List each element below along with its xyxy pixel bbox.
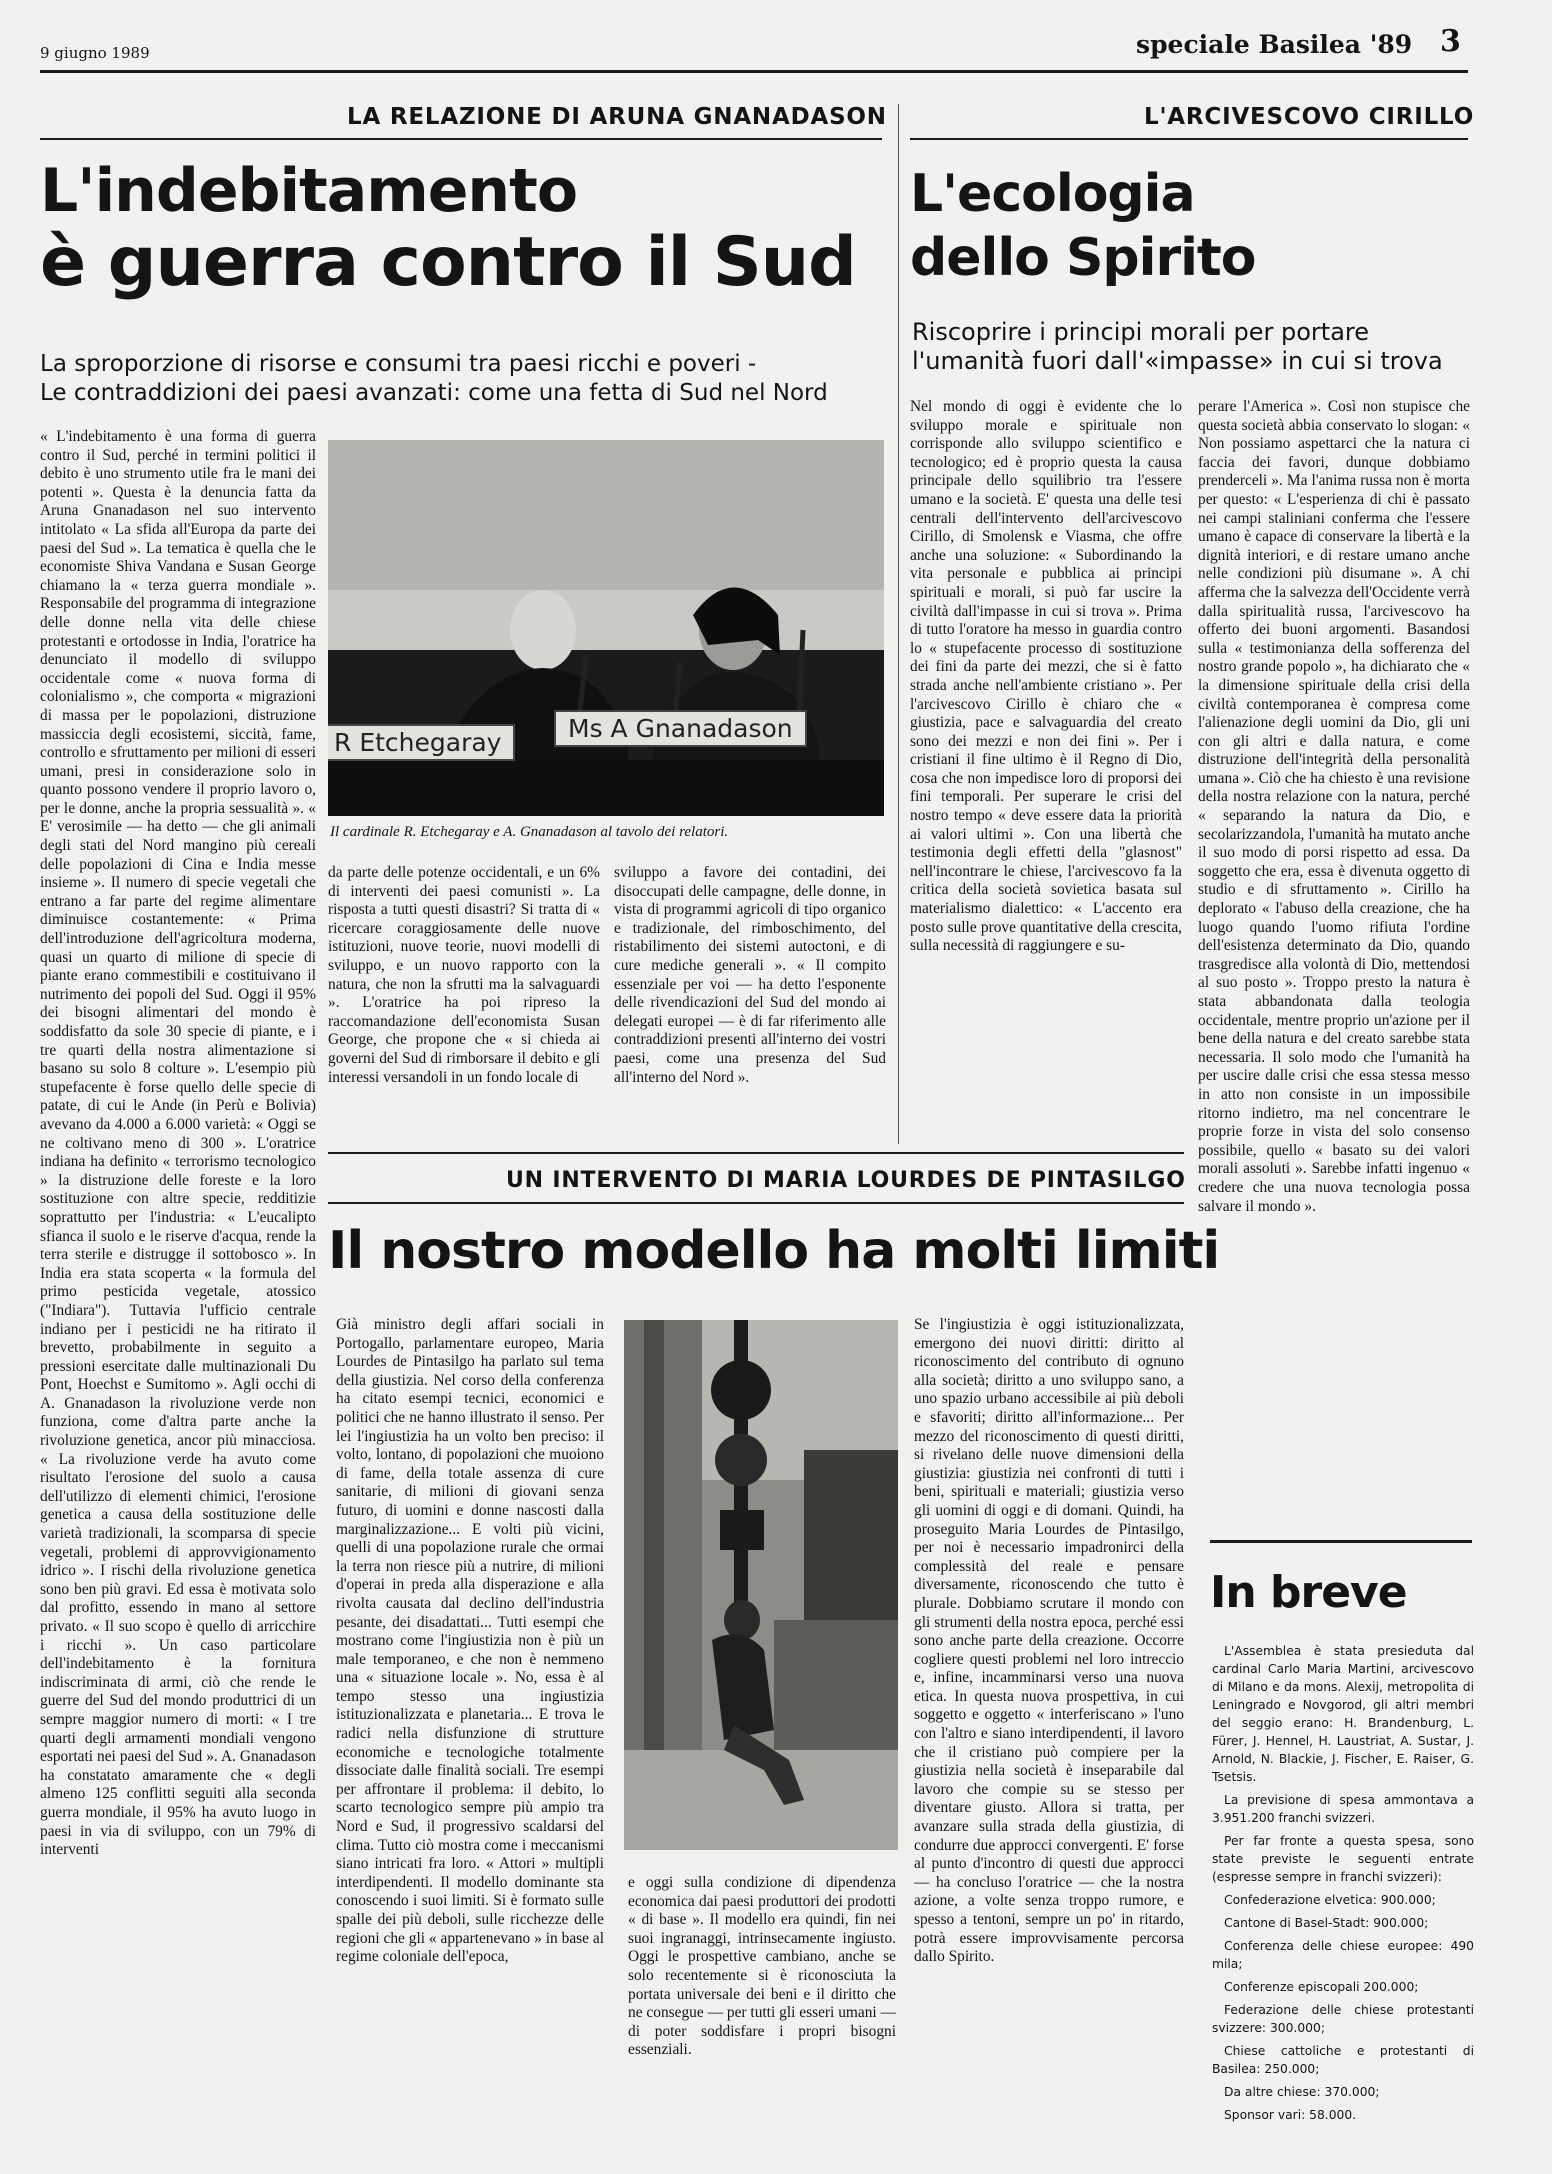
article1-deck-line2: Le contraddizioni dei paesi avanzati: come una fetta di Sud nel Nord [40,380,828,406]
article3-top-rule [328,1152,1184,1154]
in-breve-paragraph: Per far fronte a questa spesa, sono state previste le seguenti entrate (espresse sempre in franchi svizzeri): [1212,1834,1474,1884]
article3-headline: Il nostro modello ha molti limiti [328,1221,1220,1281]
article2-headline-line1: L'ecologia [910,164,1195,224]
article2-headline [910,162,1470,290]
nameplate-gnanadason: Ms A Gnanadason [554,710,807,747]
in-breve-paragraph: La previsione di spesa ammontava a 3.951.200 franchi svizzeri. [1212,1793,1474,1825]
article1-kicker-rule [40,138,882,140]
article1-headline-line1: L'indebitamento [40,156,578,226]
article2-headline-line2: dello Spirito [910,228,1256,288]
in-breve-entry: Confederazione elvetica: 900.000; [1224,1893,1436,1907]
article2-deck-line1: Riscoprire i principi morali per portare [912,318,1370,346]
photo-caption: Il cardinale R. Etchegaray e A. Gnanadason al tavolo dei relatori. [330,824,729,840]
conference-photo [328,440,884,816]
street-photo [624,1320,898,1850]
masthead-rule [40,70,1468,73]
in-breve-body [1212,1642,1474,2124]
in-breve-entry: Chiese cattoliche e protestanti di Basilea: 250.000; [1212,2044,1474,2076]
article2-deck [912,318,1468,376]
column-divider [898,104,899,1144]
page-date: 9 giugno 1989 [40,44,150,62]
in-breve-entry: Conferenza delle chiese europee: 490 mila; [1212,1939,1474,1971]
article2-column-2: perare l'America ». Così non stupisce che questa società abbia conservato lo slogan: « Non possiamo aspettarci che la natura ci faccia dei favori, dunque dobbiamo prenderceli ». Ma l'anima russa non è morta per questo: « L'esperienza di chi è passato nei campi staliniani conferma che l'essere umano è capace di conservare la libertà e la dignità interiori, e di restare umano anche nelle condizioni più disumane ». A chi afferma che la salvezza dell'Occidente verrà dalla spiritualità russa, l'arcivescovo ha offerto dei buoni argomenti. Basandosi sulla « testimonianza della sofferenza del nostro grande popolo », ha dichiarato che « la dimensione spirituale della crisi della civiltà contemporanea è compresa come l'alienazione degli uomini da Dio, gli uni con gli altri e dalla natura, e come distruzione dell'integrità della personalità umana ». Ciò che ha chiesto è una revisione della nostra relazione con la natura, perché « separando la natura da Dio, e secolarizzandola, l'umanità ha mutato anche il suo modo di porsi rispetto ad essa. Da soggetto che era, essa è divenuta oggetto di studio e di sfruttamento ». Cirillo ha deplorato « l'abuso della creazione, che ha luogo quando l'uomo rifiuta l'ordine dell'esistenza determinato da Dio, quando trasgredisce alla volontà di Dio, mettendosi al suo posto ». Troppo presto la natura è stata abbandonata dalla teologia occidentale, mentre proprio un'azione per il bene della natura e del creato sarebbe stata necessaria. Il solo modo che l'umanità ha per uscire dalle crisi che essa stessa messo in atto non consiste in un impossibile ritorno indietro, ma nel concentrare le proprie forze in vista del solo consenso possibile, quello « basato su dei valori morali assoluti ». Sarebbe infatti ingenuo « credere che una nuova tecnologia possa salvare il mondo ». [1198,398,1470,1215]
article1-column-2: da parte delle potenze occidentali, e un 6% di interventi dei paesi comunisti ». La risposta a tutti questi disastri? Si tratta di « ricercare coraggiosamente delle nuove istituzioni, nuove teorie, nuovi modelli di sviluppo, e un nuovo rapporto con la natura, che non la sfrutti ma la salvaguardi ». L'oratrice ha poi ripreso la raccomandazione dell'economista Susan George, che propone che « si chieda ai governi del Sud di rimborsare il debito e gli interessi versandoli in un fondo locale di [328,864,600,1086]
article3-kicker: UN INTERVENTO DI MARIA LOURDES DE PINTASILGO [506,1168,1186,1193]
article1-deck-line1: La sproporzione di risorse e consumi tra paesi ricchi e poveri - [40,351,757,377]
article1-column-1: « L'indebitamento è una forma di guerra contro il Sud, perché in termini politici il debito è uno strumento utile fra le mani dei potenti ». Questa è la denuncia fatta da Aruna Gnanadason nel suo intervento intitolato « La sfida all'Europa da parte dei paesi del Sud ». La tematica è quella che le economiste Shiva Vandana e Susan George chiamano la « terza guerra mondiale ». Responsabile del programma di integrazione delle donne nella vita delle chiese protestanti e ortodosse in India, l'oratrice ha denunciato il modello di sviluppo occidentale come « nuova forma di colonialismo », che comporta « migrazioni di massa per le popolazioni, distruzione massiccia degli ecosistemi, siccità, fame, controllo e sfruttamento per milioni di esseri umani, presi in considerazione solo in quanto possono vendere il proprio lavoro o, per le donne, anche la propria sessualità ». « E' verosimile — ha detto — che gli animali degli stati del Nord mangino più cereali delle popolazioni di Cina e India messe insieme ». Il numero di specie vegetali che entrano a far parte del regime alimentare diminuisce costantemente: « Prima dell'introduzione dell'agricoltura moderna, quasi un quarto di milione di specie di piante erano commestibili e costituivano il nutrimento dei popoli del Sud. Oggi il 95% dei bisogni alimentari del mondo è soddisfatto da sole 30 specie di piante, e i tre quarti della nostra alimentazione si basano su solo 8 colture ». L'esempio più stupefacente è forse quello delle specie di patate, di cui le Ande (in Perù e Bolivia) avevano da 4.000 a 6.000 varietà: « Oggi se ne coltivano meno di 300 ». L'oratrice indiana ha definito « terrorismo tecnologico » la distruzione delle foreste e la loro sostituzione con altre specie, redditizie soprattutto per l'industria: « L'eucalipto sfianca il suolo e le riserve d'acqua, rende la terra sterile e distrugge il sottobosco ». In India era stata scoperta « la formula del primo pesticida vegetale, atossico ("Indiara"). Tuttavia l'ufficio centrale indiano per i pesticidi ne ha ritirato il brevetto, probabilmente in seguito a pressioni esercitate dalle multinazionali Du Pont, Hoechst e Sumitomo ». Agli occhi di A. Gnanadason la rivoluzione verde non funziona, come d'altra parte anche la rivoluzione genetica, ancor più minacciosa. « La rivoluzione verde ha avuto come risultato l'erosione del suolo a causa dell'utilizzo di elementi chimici, l'erosione genetica a causa della sostituzione delle varietà tradizionali, la scomparsa di specie vegetali, problemi di approvvigionamento idrico ». I rischi della rivoluzione genetica sono ben più gravi. Ed essa è motivata solo dal profitto, essendo in mano al settore privato. « Il suo scopo è quello di arricchire i ricchi ». Un caso particolare dell'indebitamento è la fornitura indiscriminata di armi, ciò che rende le guerre del Sud del mondo produttrici di un sempre maggior numero di morti: « I tre quarti degli armamenti mondiali vengono esportati nei paesi del Sud ». A. Gnanadason ha constatato amaramente che « degli almeno 125 conflitti seguiti alla seconda guerra mondiale, il 95% ha avuto luogo in paesi in via di sviluppo, con un 79% di interventi [40,428,316,1859]
page-number: 3 [1440,24,1461,59]
in-breve-entry: Cantone di Basel-Stadt: 900.000; [1224,1916,1429,1930]
in-breve-paragraph: L'Assemblea è stata presieduta dal cardinal Carlo Maria Martini, arcivescovo di Milano e da mons. Alexij, metropolita di Leningrado e Novgorod, gli altri membri del seggio erano: H. Brandenburg, L. Fürer, J. Hennel, H. Laustriat, A. Sustar, J. Arnold, N. Blackie, J. Fischer, E. Raiser, G. Tsetsis. [1212,1644,1474,1784]
article1-headline [40,158,920,301]
article3-column-1: Già ministro degli affari sociali in Portogallo, parlamentare europeo, Maria Lourdes de Pintasilgo ha parlato sul tema della giustizia. Nel corso della conferenza ha citato esempi tecnici, economici e politici che ne hanno illustrato il senso. Per lei l'ingiustizia ha un volto ben preciso: il volto, lontano, di popolazioni che muoiono di fame, della totale assenza di cure sanitarie, di milioni di giovani senza futuro, di uomini e donne nascosti dalla marginalizzazione... E volti più vicini, quelli di una popolazione rurale che ormai la terra non riesce più a nutrire, di milioni d'operai in preda alla disperazione e alla rivolta causata dal declino dell'industria pesante, dei disadattati... Tutti esempi che mostrano come l'ingiustizia non è più un male temporaneo, e che non è nemmeno una « situazione locale ». No, essa è al tempo stesso una ingiustizia istituzionalizzata e planetaria... E trova le radici nella disfunzione di strutture economiche e tecnologiche totalmente dissociate dalle finalità sociali. Tre esempi per affrontare il problema: il debito, lo scarto tecnologico sempre più ampio tra Nord e Sud, il progressivo scaldarsi del clima. Tutto ciò mostra come i meccanismi siano intricati fra loro. « Attori » multipli interdipendenti. Il modello dominante sta conoscendo i suoi limiti. Si è formato sulle spalle dei più deboli, sulle ricchezze delle regioni che gli « appartenevano » in base al regime coloniale dell'epoca, [336,1316,604,1966]
nameplate-etchegaray: R Etchegaray [328,724,515,761]
in-breve-entry: Da altre chiese: 370.000; [1224,2085,1380,2099]
article1-headline-line2: è guerra contro il Sud [40,223,856,303]
in-breve-title: In breve [1210,1567,1407,1618]
article2-kicker: L'ARCIVESCOVO CIRILLO [1144,104,1475,130]
article2-kicker-rule [910,138,1468,140]
in-breve-entry: Conferenze episcopali 200.000; [1224,1980,1419,1994]
in-breve-entry: Federazione delle chiese protestanti svizzere: 300.000; [1212,2003,1474,2035]
article3-column-2: e oggi sulla condizione di dipendenza economica dai paesi produttori dei prodotti « di base ». Il modello era quindi, fin nei suoi ingranaggi, intrinsecamente ingiusto. Oggi le prospettive cambiano, anche se solo recentemente si è riconosciuta la portata universale dei beni e il diritto che ne consegue — per tutti gli esseri umani — di poter soddisfare i propri bisogni essenziali. [628,1874,896,2059]
in-breve-entry: Sponsor vari: 58.000. [1224,2108,1357,2122]
in-breve-rule [1210,1540,1472,1543]
article3-column-3: Se l'ingiustizia è oggi istituzionalizzata, emergono dei nuovi diritti: diritto al riconoscimento del contributo di ognuno alla società; diritto a uno sviluppo sano, a uno spazio urbano accessibile ai più deboli e sfavoriti; diritto all'informazione... Per mezzo del riconoscimento di questi diritti, si rivelano delle nuove dimensioni della giustizia: giustizia nei confronti di tutti i beni, spirituali e materiali; giustizia verso gli uomini di oggi e di domani. Quindi, ha proseguito Maria Lourdes de Pintasilgo, per noi è necessario impadronirci della complessità del reale e pensare diversamente, riconoscendo che tutto è plurale. Dobbiamo scrutare il mondo con gli strumenti della nostra epoca, perché essi sono anche parte della creazione. Occorre cogliere questi problemi nel loro intreccio e, infine, incamminarsi verso una nuova etica. In questa nuova prospettiva, in cui soggetto e oggetto « interferiscano » l'uno con l'altro e siano interdipendenti, il lavoro che il cristiano può compiere per la giustizia nella società è inseparabile dal lavoro che compie su se stesso per diventare giusto. Allora si tratta, per avanzare sulla strada della giustizia, di condurre due approcci convergenti. E' forse al punto d'incontro di questi due approcci — ha concluso l'oratrice — che la nostra azione, a volte senza troppo rumore, e spesso a tentoni, sempre un po' in ritardo, potrà essere improvvisamente percorsa dallo Spirito. [914,1316,1184,1966]
article2-column-1: Nel mondo di oggi è evidente che lo sviluppo morale e spirituale non corrisponde allo sviluppo scientifico e tecnologico; ed è proprio questa la causa principale dello squilibrio tra l'essere umano e la società. E' questa una delle tesi centrali dell'intervento dell'arcivescovo Cirillo, di Smolensk e Viasma, che offre anche una soluzione: « Subordinando la vita personale e pubblica ai principi spirituali e morali, si può far uscire la civiltà dall'impasse in cui si trova ». Prima di tutto l'oratore ha messo in guardia contro lo « stupefacente processo di sostituzione dei fini da parte dei mezzi, che si è fatto strada anche nell'ambiente cristiano ». Per l'arcivescovo Cirillo è chiaro che « giustizia, pace e salvaguardia del creato sono dei mezzi e non dei fini ». Per i cristiani il fine ultimo è il Regno di Dio, cosa che non impedisce loro di proporsi dei fini temporali. Per superare le crisi del nostro tempo « deve essere data la priorità ai valori ultimi ». Con una libertà che testimonia degli effetti della "glasnost" nell'incontrare le chiese, l'arcivescovo fa la critica della società sovietica basata sul materialismo dialettico: « L'accento era posto sulle prove quantitative della crescita, sulla necessità di raggiungere e su- [910,398,1182,955]
article1-kicker: LA RELAZIONE DI ARUNA GNANADASON [347,104,887,130]
article3-kicker-rule [328,1202,1184,1204]
article2-deck-line2: l'umanità fuori dall'«impasse» in cui si trova [912,347,1443,375]
article1-deck [40,350,890,408]
article1-column-3: sviluppo a favore dei contadini, dei disoccupati delle campagne, delle donne, in vista di programmi agricoli di tipo organico e tradizionale, del rimboschimento, del ristabilimento dei sistemi autoctoni, e di cure mediche generali ». « Il compito essenziale per voi — ha detto l'esponente delle rivendicazioni del Sud del mondo ai delegati europei — è di far riferimento alle contraddizioni presenti all'interno dei vostri paesi, come una presenza del Sud all'interno del Nord ». [614,864,886,1086]
section-title: speciale Basilea '89 [1136,30,1413,59]
